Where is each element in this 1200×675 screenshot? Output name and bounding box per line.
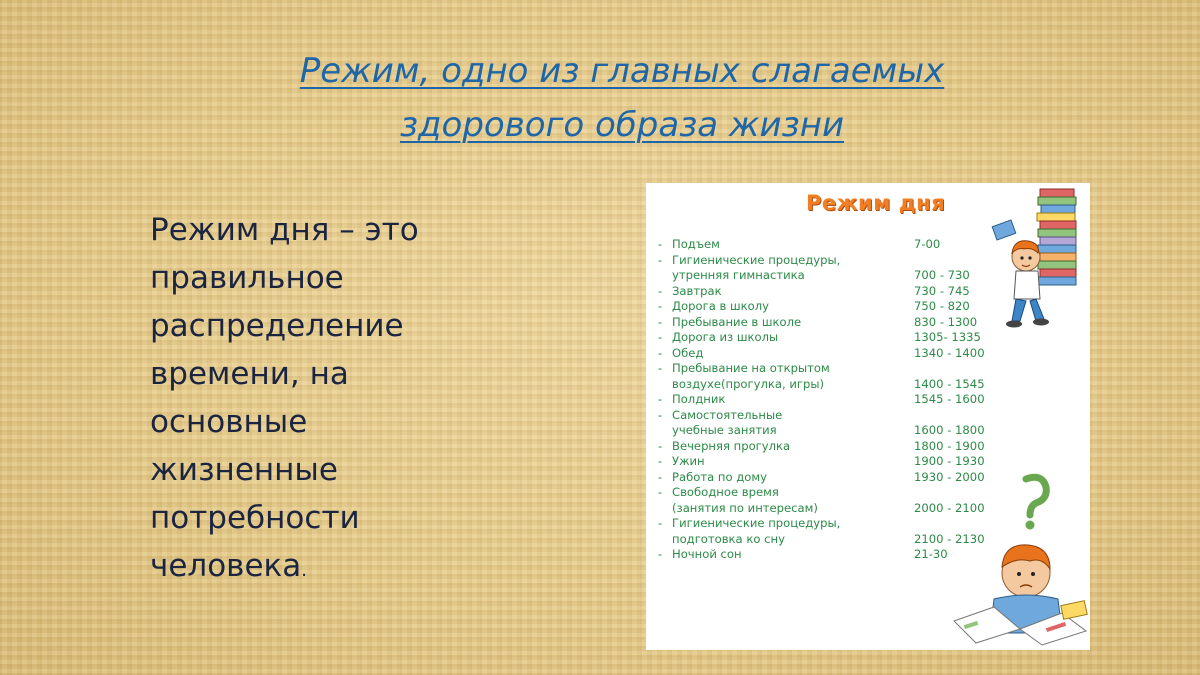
boy-carrying-books-icon (980, 187, 1090, 337)
schedule-item (658, 315, 998, 331)
schedule-item-label: Ужин (672, 454, 705, 468)
list-dash: - (658, 469, 663, 484)
schedule-item-time: 750 - 820 (914, 299, 970, 313)
schedule-item-time: 7-00 (914, 237, 941, 251)
schedule-item-label: Гигиенические процедуры, утренняя гимнастика (672, 252, 841, 282)
list-dash: - (658, 392, 663, 406)
schedule-item (658, 470, 998, 486)
schedule-item-label: Обед (672, 345, 704, 360)
schedule-item-time: 700 - 730 (914, 268, 970, 282)
schedule-item-label: Вечерняя прогулка (672, 438, 791, 453)
list-dash: - (658, 330, 663, 344)
schedule-item-label: Ночной сон (672, 547, 742, 561)
schedule-item (658, 408, 998, 439)
schedule-item-label: Завтрак (672, 283, 722, 298)
boy-reading-with-question-mark-icon (950, 473, 1090, 648)
definition-text (150, 206, 480, 595)
schedule-item-time: 2000 - 2100 (914, 500, 985, 515)
slide-title-line-2: здорового образа жизни (399, 105, 845, 145)
list-dash: - (658, 314, 663, 329)
schedule-item-time: 1900 - 1930 (914, 454, 985, 468)
schedule-item-time: 1800 - 1900 (914, 438, 985, 453)
list-dash: - (658, 361, 663, 375)
schedule-item-label: Гигиенические процедуры, подготовка ко сну (672, 516, 841, 546)
schedule-item (658, 439, 998, 455)
schedule-item-label: Самостоятельные учебные занятия (672, 407, 783, 437)
schedule-item-time: 2100 - 2130 (914, 531, 985, 546)
definition-line: человека (150, 548, 302, 584)
list-dash: - (658, 516, 663, 530)
schedule-item-time: 730 - 745 (914, 283, 970, 298)
schedule-item (658, 299, 998, 315)
list-dash: - (658, 454, 663, 468)
daily-schedule-image (646, 183, 1090, 650)
schedule-item-label: Пребывание на открытом воздухе(прогулка, игры) (672, 361, 830, 391)
list-dash: - (658, 252, 663, 267)
definition-line: Режим дня – это (150, 212, 419, 248)
slide-title-line-1: Режим, одно из главных слагаемых (299, 51, 945, 91)
definition-period: . (301, 560, 307, 581)
schedule-item-label: Дорога в школу (672, 299, 769, 313)
schedule-item (658, 253, 998, 284)
schedule-item (658, 361, 998, 392)
definition-line: жизненные (150, 452, 338, 488)
schedule-item (658, 485, 998, 516)
slide-title (250, 44, 994, 152)
schedule-item (658, 454, 998, 470)
schedule-item-time: 1545 - 1600 (914, 392, 985, 406)
list-dash: - (658, 485, 663, 499)
schedule-list (658, 237, 998, 563)
schedule-item (658, 516, 998, 547)
schedule-item (658, 392, 998, 408)
schedule-item-label: Дорога из школы (672, 330, 779, 344)
definition-line: потребности (150, 500, 360, 536)
schedule-item-label: Свободное время (занятия по интересам) (672, 485, 818, 515)
list-dash: - (658, 407, 663, 422)
list-dash: - (658, 547, 663, 561)
schedule-item (658, 547, 998, 563)
schedule-item-label: Полдник (672, 392, 726, 406)
schedule-item-time: 1930 - 2000 (914, 469, 985, 484)
schedule-item-label: Работа по дому (672, 469, 767, 484)
definition-line: распределение (150, 308, 404, 344)
list-dash: - (658, 438, 663, 453)
schedule-item-label: Пребывание в школе (672, 314, 802, 329)
schedule-item-time: 1400 - 1545 (914, 376, 985, 391)
schedule-item (658, 330, 998, 346)
schedule-title: Режим дня (806, 191, 946, 215)
list-dash: - (658, 283, 663, 298)
schedule-item-time: 1600 - 1800 (914, 423, 985, 437)
schedule-item-time: 1340 - 1400 (914, 345, 985, 360)
schedule-item-time: 21-30 (914, 547, 948, 561)
definition-line: правильное (150, 260, 344, 296)
list-dash: - (658, 345, 663, 360)
list-dash: - (658, 299, 663, 313)
schedule-item-label: Подъем (672, 237, 720, 251)
schedule-item-time: 1305- 1335 (914, 330, 981, 344)
schedule-item (658, 284, 998, 300)
schedule-item (658, 237, 998, 253)
schedule-item (658, 346, 998, 362)
list-dash: - (658, 237, 663, 251)
definition-line: основные (150, 404, 308, 440)
definition-line: времени, на (150, 356, 349, 392)
schedule-item-time: 830 - 1300 (914, 314, 978, 329)
